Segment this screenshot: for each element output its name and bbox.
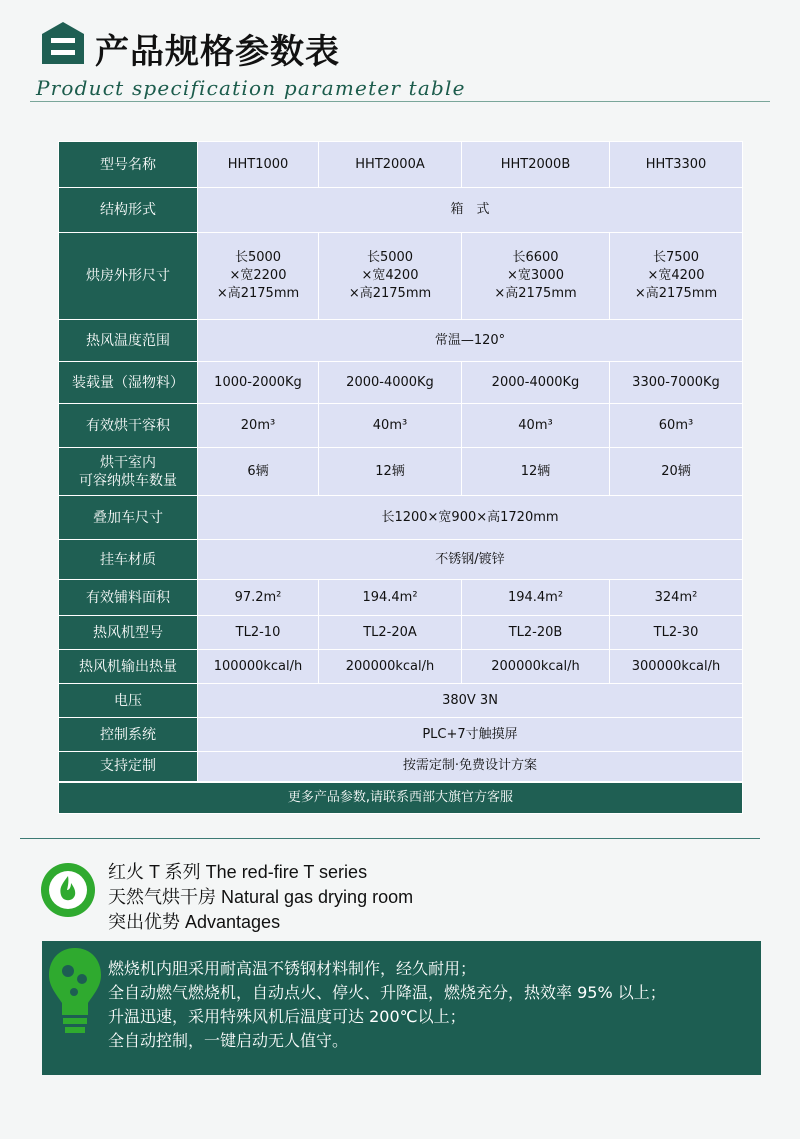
value-cell: 1000-2000Kg xyxy=(198,362,319,404)
advantages-list xyxy=(108,957,666,1053)
advantages-box xyxy=(42,941,761,1075)
merged-cell: 380V 3N xyxy=(198,684,743,718)
row-label-line: 烘干室内 xyxy=(100,454,156,471)
row-label: 热风机型号 xyxy=(59,616,198,650)
dimension-line: ×宽2200 xyxy=(229,268,287,283)
dimension-line: ×高2175mm xyxy=(634,286,718,301)
row-label: 挂车材质 xyxy=(59,540,198,580)
table-row xyxy=(59,540,743,580)
row-label: 控制系统 xyxy=(59,718,198,752)
value-cell: 20辆 xyxy=(610,448,743,496)
spec-table xyxy=(58,141,743,814)
value-cell: 6辆 xyxy=(198,448,319,496)
lightbulb-icon xyxy=(46,945,104,1041)
page-title: 产品规格参数表 xyxy=(95,32,340,72)
flame-badge-icon xyxy=(40,862,96,918)
row-label: 有效烘干容积 xyxy=(59,404,198,448)
value-cell: 324m² xyxy=(610,580,743,616)
value-cell: 100000kcal/h xyxy=(198,650,319,684)
table-row xyxy=(59,650,743,684)
house-badge-icon xyxy=(40,20,86,66)
dimension-cell xyxy=(610,233,743,320)
merged-cell: PLC+7寸触摸屏 xyxy=(198,718,743,752)
table-footer-row xyxy=(59,782,743,814)
table-footer: 更多产品参数,请联系西部大旗官方客服 xyxy=(59,782,743,814)
table-row xyxy=(59,616,743,650)
value-cell: 40m³ xyxy=(319,404,462,448)
table-row xyxy=(59,188,743,233)
header-divider xyxy=(30,101,770,102)
merged-cell: 不锈钢/镀锌 xyxy=(198,540,743,580)
table-row xyxy=(59,580,743,616)
row-label: 装载量（湿物料） xyxy=(59,362,198,404)
dimension-cell xyxy=(462,233,610,320)
value-cell: 2000-4000Kg xyxy=(462,362,610,404)
value-cell: 40m³ xyxy=(462,404,610,448)
merged-cell: 箱 式 xyxy=(198,188,743,233)
dimension-line: 长5000 xyxy=(234,250,282,265)
section-divider xyxy=(20,838,760,839)
value-cell: 3300-7000Kg xyxy=(610,362,743,404)
table-row xyxy=(59,496,743,540)
advantages-heading: 突出优势 Advantages xyxy=(108,912,281,932)
dimension-line: ×宽4200 xyxy=(361,268,419,283)
value-cell: 12辆 xyxy=(462,448,610,496)
dimension-cell xyxy=(198,233,319,320)
value-cell: TL2-10 xyxy=(198,616,319,650)
table-row xyxy=(59,404,743,448)
series-name: 红火 T 系列 The red-fire T series xyxy=(108,862,368,882)
page-header xyxy=(0,0,800,110)
table-row xyxy=(59,233,743,320)
row-label: 电压 xyxy=(59,684,198,718)
dimension-line: ×宽3000 xyxy=(507,268,564,283)
value-cell: 2000-4000Kg xyxy=(319,362,462,404)
dimension-line: 长5000 xyxy=(366,250,414,265)
value-cell: 12辆 xyxy=(319,448,462,496)
table-row xyxy=(59,320,743,362)
table-row xyxy=(59,752,743,782)
row-label: 结构形式 xyxy=(59,188,198,233)
value-cell: 194.4m² xyxy=(319,580,462,616)
product-name: 天然气烘干房 Natural gas drying room xyxy=(108,887,414,907)
row-label: 热风温度范围 xyxy=(59,320,198,362)
dimension-line: ×高2175mm xyxy=(216,286,300,301)
merged-cell: 按需定制·免费设计方案 xyxy=(198,752,743,782)
dimension-line: ×宽4200 xyxy=(647,268,705,283)
value-cell: TL2-20B xyxy=(462,616,610,650)
value-cell: 194.4m² xyxy=(462,580,610,616)
value-cell: 60m³ xyxy=(610,404,743,448)
value-cell: TL2-30 xyxy=(610,616,743,650)
row-label: 有效铺料面积 xyxy=(59,580,198,616)
table-row xyxy=(59,718,743,752)
dimension-line: ×高2175mm xyxy=(348,286,432,301)
dimension-line: 长7500 xyxy=(652,250,700,265)
list-item: 升温迅速，采用特殊风机后温度可达 200℃以上； xyxy=(108,1007,466,1026)
list-item: 全自动燃气燃烧机，自动点火、停火、升降温，燃烧充分，热效率 95% 以上； xyxy=(108,983,666,1002)
list-item: 全自动控制，一键启动无人值守。 xyxy=(108,1031,349,1050)
page-subtitle: Product specification parameter table xyxy=(36,76,466,100)
value-cell: 200000kcal/h xyxy=(319,650,462,684)
table-row xyxy=(59,684,743,718)
table-row xyxy=(59,142,743,188)
merged-cell: 常温—120° xyxy=(198,320,743,362)
merged-cell: 长1200×宽900×高1720mm xyxy=(198,496,743,540)
series-info xyxy=(108,860,413,935)
row-label: 烘房外形尺寸 xyxy=(59,233,198,320)
row-label: 叠加车尺寸 xyxy=(59,496,198,540)
model-cell: HHT2000B xyxy=(462,142,610,188)
value-cell: 97.2m² xyxy=(198,580,319,616)
model-cell: HHT3300 xyxy=(610,142,743,188)
row-label: 支持定制 xyxy=(59,752,198,782)
value-cell: TL2-20A xyxy=(319,616,462,650)
model-cell: HHT2000A xyxy=(319,142,462,188)
value-cell: 200000kcal/h xyxy=(462,650,610,684)
list-item: 燃烧机内胆采用耐高温不锈钢材料制作，经久耐用； xyxy=(108,959,477,978)
value-cell: 300000kcal/h xyxy=(610,650,743,684)
dimension-cell xyxy=(319,233,462,320)
table-row xyxy=(59,448,743,496)
table-row xyxy=(59,362,743,404)
row-label: 型号名称 xyxy=(59,142,198,188)
row-label xyxy=(59,448,198,496)
value-cell: 20m³ xyxy=(198,404,319,448)
model-cell: HHT1000 xyxy=(198,142,319,188)
row-label-line: 可容纳烘车数量 xyxy=(79,472,177,489)
dimension-line: 长6600 xyxy=(512,250,559,265)
dimension-line: ×高2175mm xyxy=(494,286,577,301)
row-label: 热风机输出热量 xyxy=(59,650,198,684)
